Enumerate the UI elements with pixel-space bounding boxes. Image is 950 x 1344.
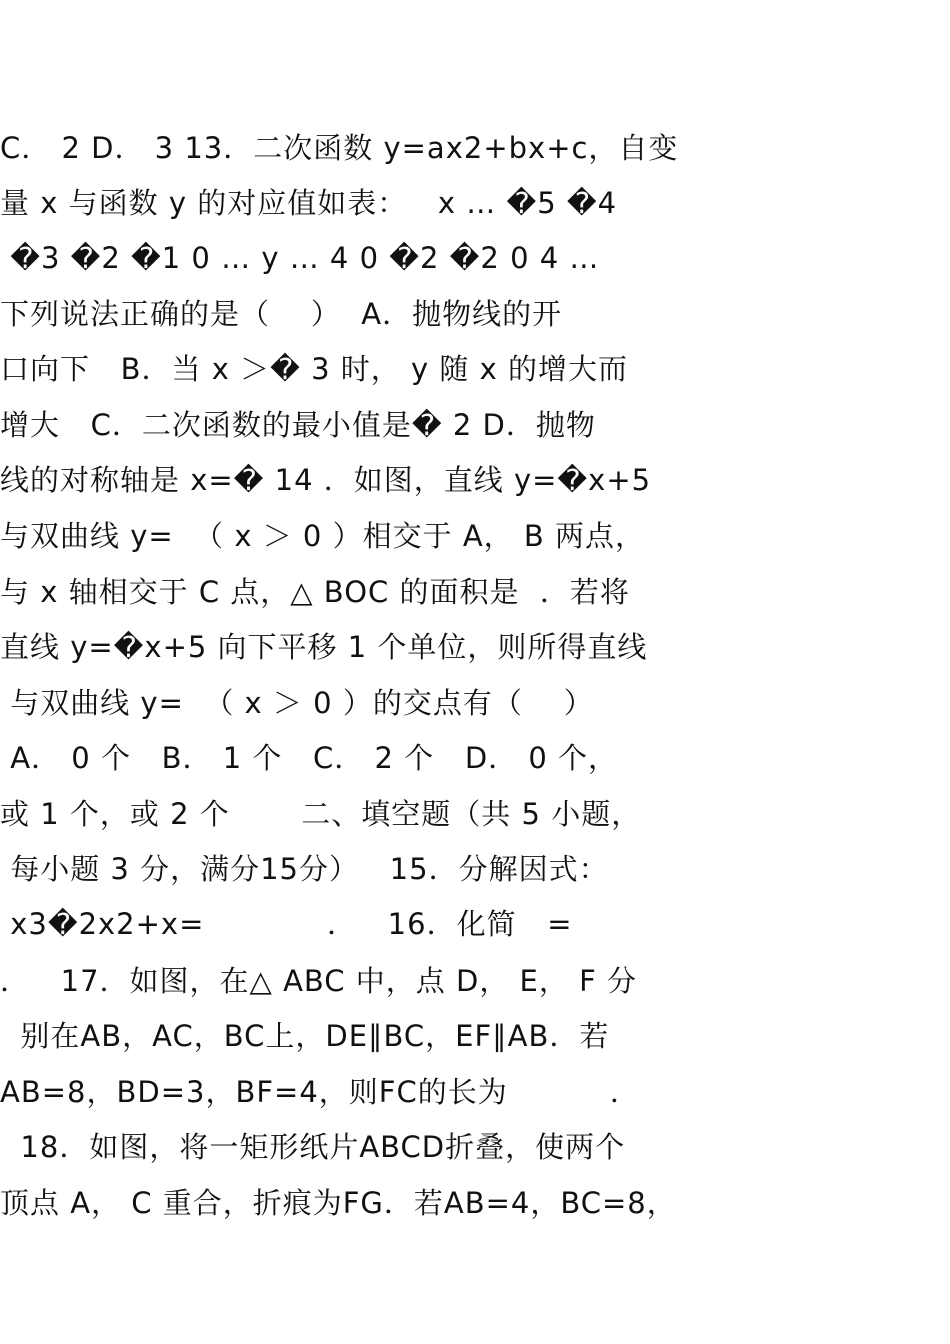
- text-line-17: 别在AB，AC，BC上，DE∥BC，EF∥AB．若: [0, 1019, 610, 1053]
- text-line-6: 增大 C．二次函数的最小值是� 2 D．抛物: [0, 408, 596, 442]
- text-line-3: �3 �2 �1 0 … y … 4 0 �2 �2 0 4 …: [0, 241, 600, 275]
- text-line-7: 线的对称轴是 x=� 14 ．如图，直线 y=�x+5: [0, 463, 652, 497]
- text-line-10: 直线 y=�x+5 向下平移 1 个单位，则所得直线: [0, 630, 648, 664]
- text-line-20: 顶点 A， C 重合，折痕为FG．若AB=4，BC=8，: [0, 1186, 677, 1220]
- text-line-9: 与 x 轴相交于 C 点，△ BOC 的面积是 ．若将: [0, 575, 630, 609]
- text-line-13: 或 1 个，或 2 个 二、填空题（共 5 小题，: [0, 797, 642, 831]
- text-line-16: ． 17．如图，在△ ABC 中，点 D， E， F 分: [0, 964, 637, 998]
- text-line-15: x3�2x2+x= ． 16．化简 =: [0, 907, 573, 941]
- text-line-14: 每小题 3 分，满分15分） 15．分解因式：: [0, 852, 609, 886]
- text-line-2: 量 x 与函数 y 的对应值如表： x … �5 �4: [0, 186, 618, 220]
- text-line-8: 与双曲线 y= （ x ＞ 0 ）相交于 A， B 两点，: [0, 519, 645, 553]
- text-line-19: 18．如图，将一矩形纸片ABCD折叠，使两个: [0, 1130, 626, 1164]
- text-line-4: 下列说法正确的是（ ） A．抛物线的开: [0, 297, 563, 331]
- text-line-1: C． 2 D． 3 13．二次函数 y=ax2+bx+c，自变: [0, 131, 679, 165]
- text-line-5: 口向下 B．当 x ＞� 3 时， y 随 x 的增大而: [0, 352, 628, 386]
- text-line-12: A． 0 个 B． 1 个 C． 2 个 D． 0 个，: [0, 741, 619, 775]
- text-line-11: 与双曲线 y= （ x ＞ 0 ）的交点有（ ）: [0, 686, 594, 720]
- text-line-18: AB=8，BD=3，BF=4，则FC的长为 ．: [0, 1075, 640, 1109]
